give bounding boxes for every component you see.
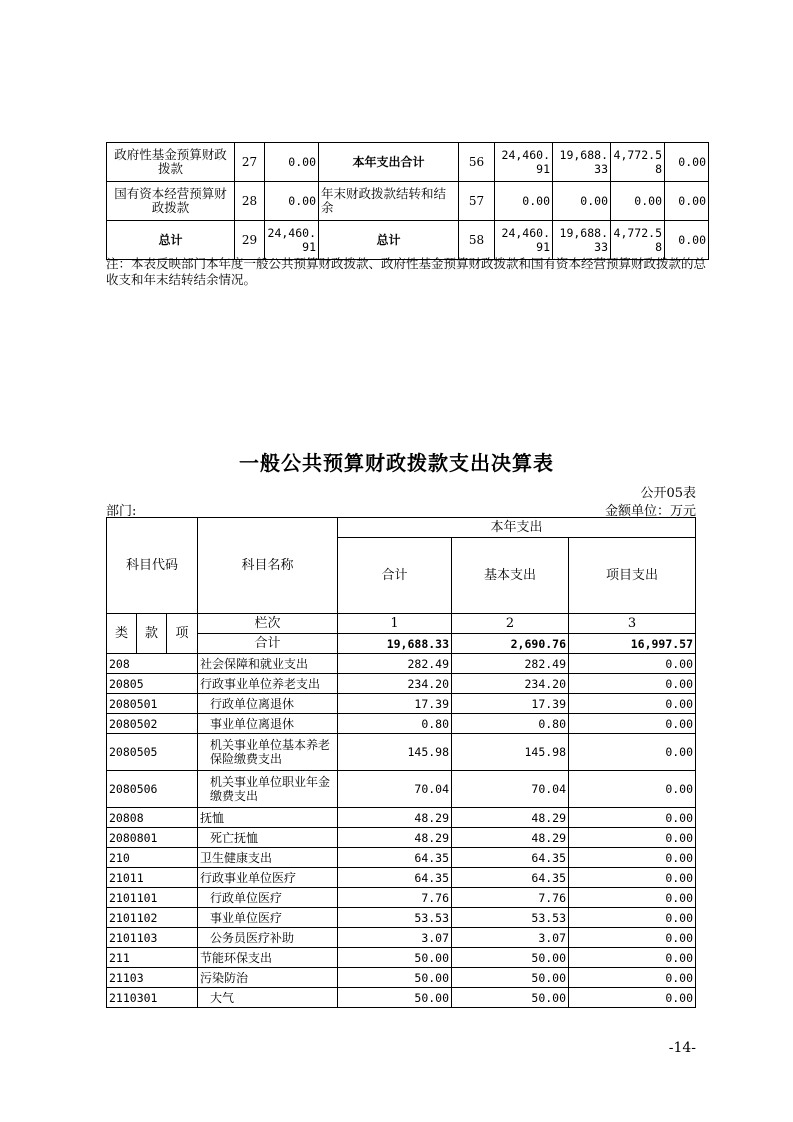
project-header: 项目支出 [569,538,696,614]
amount-cell: 4,772.58 [611,221,665,260]
subject-code: 210 [107,848,198,868]
row-label: 总计 [319,221,459,260]
subject-name: 事业单位医疗 [198,908,338,928]
subject-code: 211 [107,948,198,968]
total-cell: 64.35 [338,848,452,868]
basic-cell: 3.07 [452,928,569,948]
total-cell: 7.76 [338,888,452,908]
subject-name: 行政单位离退休 [198,694,338,714]
row-number: 58 [459,221,495,260]
total-cell: 3.07 [338,928,452,948]
subject-code: 2080505 [107,734,198,771]
basic-cell: 50.00 [452,968,569,988]
table-note: 注：本表反映部门本年度一般公共预算财政拨款、政府性基金预算财政拨款和国有资本经营预算财政拨款的总收支和年末结转结余情况。 [106,256,707,287]
total-cell: 145.98 [338,734,452,771]
project-cell: 0.00 [569,808,696,828]
amount-cell: 0.00 [265,182,319,221]
amount-cell: 4,772.58 [611,143,665,182]
current-year-header: 本年支出 [338,518,696,538]
lei-header: 类 [107,614,137,654]
project-cell: 0.00 [569,674,696,694]
basic-cell: 282.49 [452,654,569,674]
table-row [107,674,696,694]
form-code: 公开05表 [640,486,696,501]
project-cell: 0.00 [569,828,696,848]
row-number: 27 [235,143,265,182]
fiscal-summary-table [106,142,709,260]
basic-cell: 50.00 [452,948,569,968]
total-cell: 0.80 [338,714,452,734]
basic-cell: 7.76 [452,888,569,908]
total-cell: 53.53 [338,908,452,928]
kuan-header: 款 [137,614,167,654]
total-cell: 234.20 [338,674,452,694]
subject-code: 208 [107,654,198,674]
header-row [107,518,696,538]
amount-cell: 0.00 [265,143,319,182]
subject-code-header: 科目代码 [107,518,198,614]
subject-code: 20805 [107,674,198,694]
total-header: 合计 [338,538,452,614]
department-label: 部门: [106,504,137,519]
row-number: 28 [235,182,265,221]
column-no-3: 3 [569,614,696,634]
sum-project: 16,997.57 [569,634,696,654]
total-cell: 64.35 [338,868,452,888]
table-row [107,868,696,888]
table-row [107,848,696,868]
column-no-header: 栏次 [198,614,338,634]
table-row [107,714,696,734]
table-row [107,908,696,928]
total-cell: 50.00 [338,948,452,968]
table-row [107,654,696,674]
project-cell: 0.00 [569,771,696,808]
amount-cell: 0.00 [665,143,709,182]
subject-name: 卫生健康支出 [198,848,338,868]
table-row [107,734,696,771]
subject-code: 21103 [107,968,198,988]
total-cell: 50.00 [338,988,452,1008]
basic-cell: 50.00 [452,988,569,1008]
basic-cell: 48.29 [452,828,569,848]
project-cell: 0.00 [569,654,696,674]
subject-code: 2080502 [107,714,198,734]
row-label: 本年支出合计 [319,143,459,182]
row-label: 年末财政拨款结转和结余 [319,182,459,221]
project-cell: 0.00 [569,734,696,771]
column-no-1: 1 [338,614,452,634]
sum-label: 合计 [198,634,338,654]
basic-header: 基本支出 [452,538,569,614]
amount-cell: 0.00 [553,182,611,221]
subject-code: 2101101 [107,888,198,908]
table-row [107,948,696,968]
subject-code: 2080506 [107,771,198,808]
subject-code: 2101103 [107,928,198,948]
project-cell: 0.00 [569,908,696,928]
subject-name-header: 科目名称 [198,518,338,614]
subject-name: 抚恤 [198,808,338,828]
total-cell: 282.49 [338,654,452,674]
subject-name: 社会保障和就业支出 [198,654,338,674]
table-row [107,182,709,221]
total-cell: 17.39 [338,694,452,714]
table-row [107,221,709,260]
table-row [107,143,709,182]
row-label: 国有资本经营预算财政拨款 [107,182,235,221]
subject-name: 死亡抚恤 [198,828,338,848]
amount-cell: 24,460.91 [495,221,553,260]
subject-name: 行政事业单位医疗 [198,868,338,888]
subject-code: 2110301 [107,988,198,1008]
unit-label: 金额单位：万元 [604,504,696,519]
project-cell: 0.00 [569,714,696,734]
subject-name: 大气 [198,988,338,1008]
amount-cell: 19,688.33 [553,143,611,182]
header-row [107,614,696,634]
row-number: 57 [459,182,495,221]
table-row [107,771,696,808]
basic-cell: 70.04 [452,771,569,808]
project-cell: 0.00 [569,694,696,714]
total-cell: 70.04 [338,771,452,808]
amount-cell: 0.00 [495,182,553,221]
subject-name: 污染防治 [198,968,338,988]
table-row [107,808,696,828]
basic-cell: 53.53 [452,908,569,928]
basic-cell: 234.20 [452,674,569,694]
expenditure-table [106,517,696,1008]
amount-cell: 24,460.91 [265,221,319,260]
amount-cell: 0.00 [665,182,709,221]
amount-cell: 24,460.91 [495,143,553,182]
row-number: 29 [235,221,265,260]
project-cell: 0.00 [569,948,696,968]
table-row [107,828,696,848]
basic-cell: 17.39 [452,694,569,714]
project-cell: 0.00 [569,928,696,948]
subject-name: 机关事业单位职业年金缴费支出 [198,771,338,808]
subject-code: 21011 [107,868,198,888]
xiang-header: 项 [167,614,198,654]
subject-code: 2080801 [107,828,198,848]
project-cell: 0.00 [569,888,696,908]
project-cell: 0.00 [569,848,696,868]
table-row [107,968,696,988]
row-label: 政府性基金预算财政拨款 [107,143,235,182]
basic-cell: 64.35 [452,868,569,888]
row-number: 56 [459,143,495,182]
subject-name: 行政事业单位养老支出 [198,674,338,694]
project-cell: 0.00 [569,988,696,1008]
basic-cell: 0.80 [452,714,569,734]
project-cell: 0.00 [569,968,696,988]
basic-cell: 48.29 [452,808,569,828]
sum-basic: 2,690.76 [452,634,569,654]
column-no-2: 2 [452,614,569,634]
subject-code: 20808 [107,808,198,828]
subject-code: 2101102 [107,908,198,928]
sum-total: 19,688.33 [338,634,452,654]
row-label: 总计 [107,221,235,260]
subject-name: 节能环保支出 [198,948,338,968]
page-number: -14- [668,1040,696,1056]
amount-cell: 0.00 [665,221,709,260]
subject-code: 2080501 [107,694,198,714]
table-row [107,888,696,908]
table-row [107,694,696,714]
subject-name: 公务员医疗补助 [198,928,338,948]
total-cell: 48.29 [338,808,452,828]
total-cell: 50.00 [338,968,452,988]
project-cell: 0.00 [569,868,696,888]
subject-name: 事业单位离退休 [198,714,338,734]
table-row [107,928,696,948]
total-cell: 48.29 [338,828,452,848]
amount-cell: 19,688.33 [553,221,611,260]
subject-name: 机关事业单位基本养老保险缴费支出 [198,734,338,771]
basic-cell: 145.98 [452,734,569,771]
subject-name: 行政单位医疗 [198,888,338,908]
table-row [107,988,696,1008]
page-title: 一般公共预算财政拨款支出决算表 [239,451,554,475]
basic-cell: 64.35 [452,848,569,868]
amount-cell: 0.00 [611,182,665,221]
